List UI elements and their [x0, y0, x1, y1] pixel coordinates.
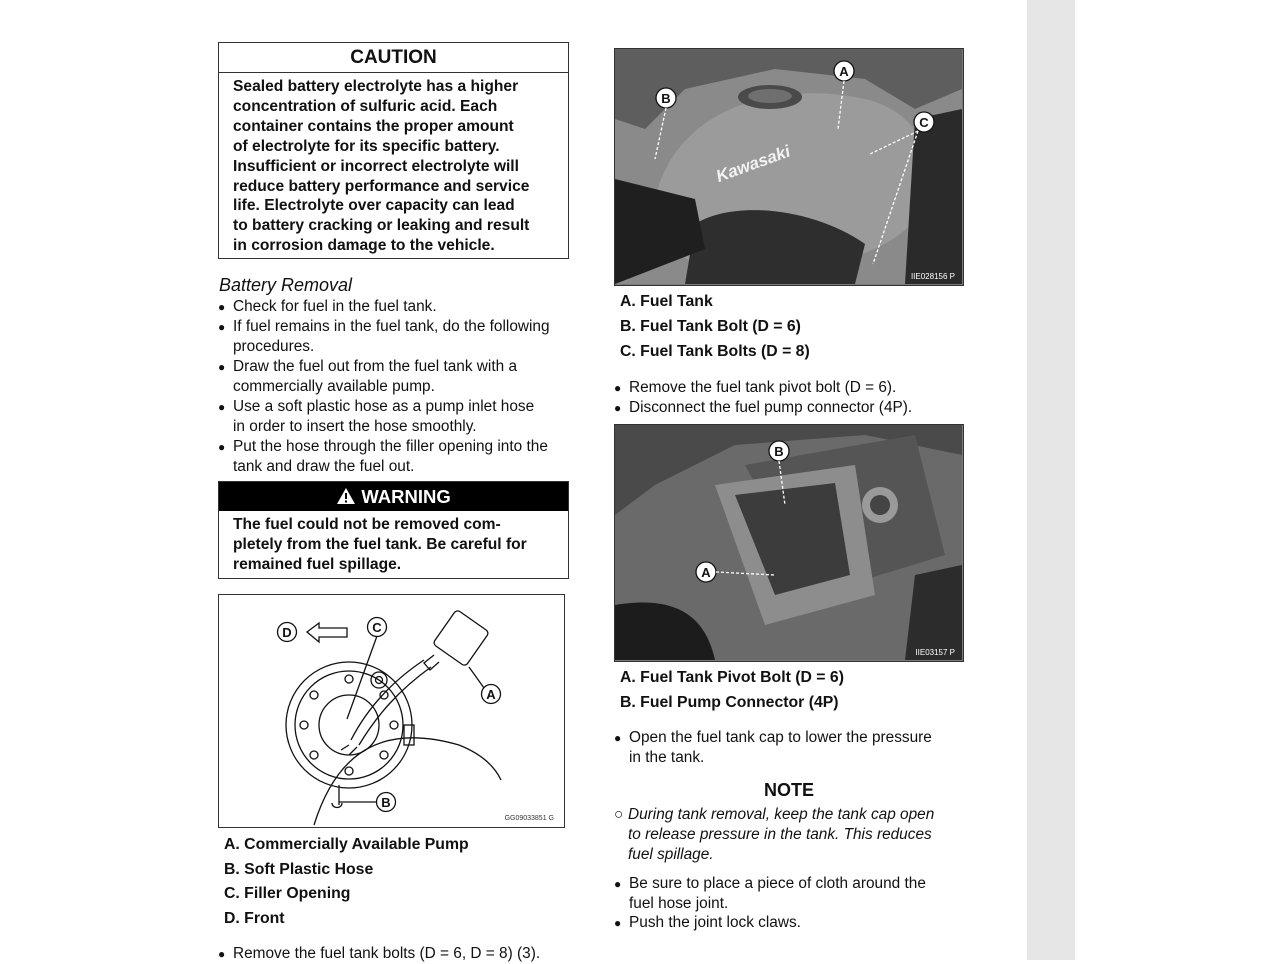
bullet-dot-icon: ● — [218, 300, 226, 314]
figure-label: A. Fuel Tank — [620, 293, 713, 310]
bullet-dot-icon: ● — [614, 916, 622, 930]
pump-diagram — [218, 594, 565, 828]
bullet-dot-icon: ● — [218, 400, 226, 414]
caution-line: reduce battery performance and service — [233, 177, 530, 195]
figure-label: B. Soft Plastic Hose — [224, 861, 374, 878]
callout-c: C — [372, 620, 382, 635]
caution-line: to battery cracking or leaking and result — [233, 217, 530, 235]
bullet-dot-icon: ● — [218, 947, 226, 961]
bullet-item: ● Remove the fuel tank bolts (D = 6, D = 8) (3). — [218, 945, 541, 962]
fuel-tank-photo-drawing — [615, 49, 962, 284]
bullet-item: ● Remove the fuel tank pivot bolt (D = 6). — [614, 379, 897, 396]
bullet-dot-icon: ● — [614, 381, 622, 395]
caution-line: container contains the proper amount — [233, 117, 514, 135]
bullet-item: ● Be sure to place a piece of cloth around the fuel hose joint. — [614, 875, 926, 912]
caution-line: in corrosion damage to the vehicle. — [233, 237, 495, 255]
pump-diagram-drawing — [219, 595, 563, 826]
warning-line: The fuel could not be removed com- — [233, 516, 501, 533]
fuel-tank-photo — [614, 48, 964, 286]
bullet-item: ● If fuel remains in the fuel tank, do the following procedures. — [218, 318, 550, 355]
bullet-dot-icon: ● — [614, 731, 622, 745]
photo-code: IIE03157 P — [915, 648, 955, 657]
callout-b: B — [381, 795, 391, 810]
callout-d: D — [282, 625, 292, 640]
figure-label: B. Fuel Tank Bolt (D = 6) — [620, 318, 801, 335]
caution-text — [219, 73, 568, 256]
caution-box — [218, 42, 569, 259]
caution-line: Sealed battery electrolyte has a higher — [233, 78, 519, 95]
bullet-item: ● Draw the fuel out from the fuel tank with a commercially available pump. — [218, 358, 518, 395]
pump-connector-photo — [614, 424, 964, 662]
caution-line: life. Electrolyte over capacity can lead — [233, 197, 515, 215]
caution-header: CAUTION — [219, 43, 568, 73]
warning-box — [218, 481, 569, 579]
callout-c: C — [919, 115, 929, 130]
figure-label: A. Fuel Tank Pivot Bolt (D = 6) — [620, 669, 844, 686]
figure-label: C. Fuel Tank Bolts (D = 8) — [620, 343, 810, 360]
bullet-dot-icon: ● — [614, 877, 622, 891]
bullet-item: ● Push the joint lock claws. — [614, 914, 801, 931]
bullet-dot-icon: ● — [218, 440, 226, 454]
callout-a: A — [701, 565, 711, 580]
note-text: ○ During tank removal, keep the tank cap open to release pressure in the tank. This reduces fuel spillage. — [614, 806, 935, 863]
viewer-gutter — [1027, 0, 1075, 960]
warning-line: remained fuel spillage. — [233, 555, 402, 573]
bullet-dot-icon: ● — [614, 401, 622, 415]
warning-triangle-icon — [336, 487, 356, 505]
bullet-item: ● Use a soft plastic hose as a pump inlet hose in order to insert the hose smoothly. — [218, 398, 535, 435]
brand-logo-text: Kawasaki — [713, 141, 793, 187]
section-title: Battery Removal — [219, 275, 353, 295]
figure-label: D. Front — [224, 910, 285, 927]
caution-line: concentration of sulfuric acid. Each — [233, 97, 498, 115]
bullet-dot-icon: ● — [218, 320, 226, 334]
figure-label: B. Fuel Pump Connector (4P) — [620, 694, 839, 711]
caution-line: of electrolyte for its specific battery. — [233, 137, 500, 155]
bullet-item: ● Put the hose through the filler opening into the tank and draw the fuel out. — [218, 438, 548, 475]
callout-a: A — [486, 687, 496, 702]
warning-header: WARNING — [219, 482, 568, 511]
note-header: NOTE — [763, 780, 814, 800]
callout-a: A — [839, 64, 849, 79]
note-circle-icon: ○ — [614, 806, 624, 823]
figure-label: C. Filler Opening — [224, 885, 351, 902]
callout-b: B — [774, 444, 784, 459]
diagram-code: GG09033851 G — [504, 815, 554, 822]
bullet-item: ● Disconnect the fuel pump connector (4P). — [614, 399, 913, 416]
bullet-dot-icon: ● — [218, 360, 226, 374]
warning-text — [219, 511, 568, 575]
adjacent-page — [1075, 0, 1280, 960]
caution-line: Insufficient or incorrect electrolyte will — [233, 157, 519, 175]
bullet-item: ● Open the fuel tank cap to lower the pressure in the tank. — [614, 729, 932, 766]
figure-label: A. Commercially Available Pump — [224, 836, 469, 853]
pump-connector-photo-drawing — [615, 425, 962, 660]
callout-b: B — [661, 91, 671, 106]
photo-code: IIE028156 P — [910, 272, 955, 281]
bullet-item: ● Check for fuel in the fuel tank. — [218, 298, 437, 315]
warning-line: pletely from the fuel tank. Be careful for — [233, 535, 527, 553]
